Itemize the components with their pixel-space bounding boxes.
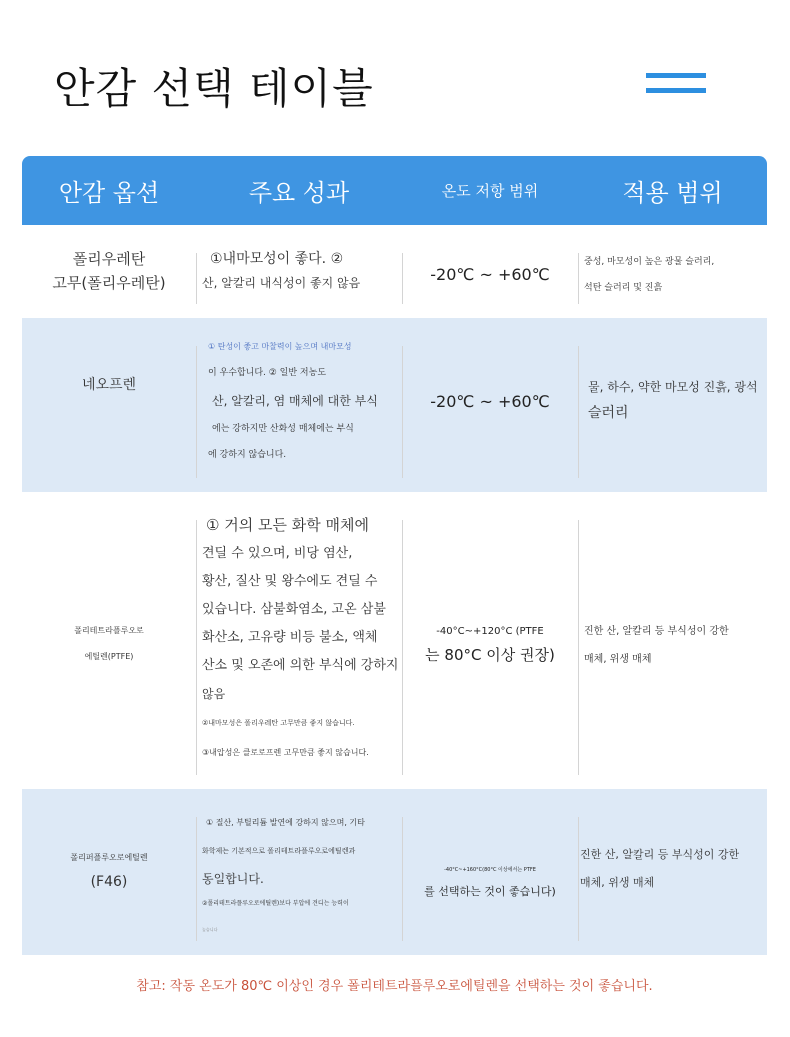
- performance-text: ① 질산, 부틸리튬 발연에 강하지 않으며, 기타 화학제는 기본적으로 폴리테트라플루오로에틸렌과 동일합니다. ②폴리테트라플루오로에틸렌)보다 부압에 견디는 능력이 높습니다: [202, 818, 365, 932]
- table-row: [22, 789, 767, 955]
- temperature-range: -40°C~+120°C (PTFE 는 80°C 이상 권장): [425, 626, 555, 664]
- performance-text: ① 거의 모든 화학 매체에 견딜 수 있으며, 비당 염산, 황산, 질산 및 왕수에도 견딜 수 있습니다. 삼불화염소, 고온 삼불 화산소, 고유량 비등 불소, 액체 산소 및 오존에 의한 부식에 강하지 않음 ②내마모성은 폴리우레탄 고무만큼 좋지 않습니다. ③내압성은 클로로프렌 고무만큼 좋지 않습니다.: [202, 516, 398, 757]
- lining-name: 폴리퍼플루오로에틸렌 (F46): [70, 853, 148, 890]
- table-header: [22, 156, 767, 225]
- page-title: 안감 선택 테이블: [54, 64, 374, 113]
- temperature-range: -20℃ ~ +60℃: [430, 265, 550, 284]
- performance-text: ① 탄성이 좋고 마찰력이 높으며 내마모성 이 우수합니다. ② 일반 저농도 산, 알칼리, 염 매체에 대한 부식 에는 강하지만 산화성 매체에는 부식 에 강하지 않습니다.: [208, 342, 378, 460]
- application-scope: 진한 산, 알칼리 등 부식성이 강한 매체, 위생 매체: [584, 626, 729, 665]
- application-scope: 물, 하수, 약한 마모성 진흙, 광석 슬러리: [588, 380, 758, 421]
- lining-table: [22, 156, 767, 955]
- header-temperature-range: 온도 저항 범위: [441, 182, 539, 200]
- footnote: 참고: 작동 온도가 80℃ 이상인 경우 폴리테트라플루오로에틸렌을 선택하는 것이 좋습니다.: [136, 979, 653, 994]
- hamburger-icon[interactable]: [646, 73, 706, 95]
- menu-bar-bottom: [646, 88, 706, 93]
- header-main-performance: 주요 성과: [248, 179, 350, 207]
- application-scope: 중성, 마모성이 높은 광물 슬러리, 석탄 슬러리 및 진흙: [584, 257, 715, 293]
- table-row: [22, 318, 767, 492]
- lining-name: 네오프렌: [81, 377, 137, 393]
- table-row: [22, 492, 767, 789]
- header-lining-option: 안감 옵션: [58, 179, 160, 207]
- lining-name: 폴리우레탄 고무(폴리우레탄): [52, 250, 166, 292]
- application-scope: 진한 산, 알칼리 등 부식성이 강한 매체, 위생 매체: [580, 848, 740, 889]
- lining-name: 폴리테트라플루오로 에틸렌(PTFE): [74, 626, 144, 661]
- menu-bar-top: [646, 73, 706, 78]
- temperature-range: -40°C~+160°C(80°C 이상에서는 PTFE 를 선택하는 것이 좋습니다): [424, 867, 556, 898]
- temperature-range: -20℃ ~ +60℃: [430, 392, 550, 411]
- table-row: [22, 225, 767, 318]
- performance-text: ①내마모성이 좋다. ② 산, 알칼리 내식성이 좋지 않음: [202, 251, 361, 290]
- header-application-scope: 적용 범위: [622, 179, 723, 207]
